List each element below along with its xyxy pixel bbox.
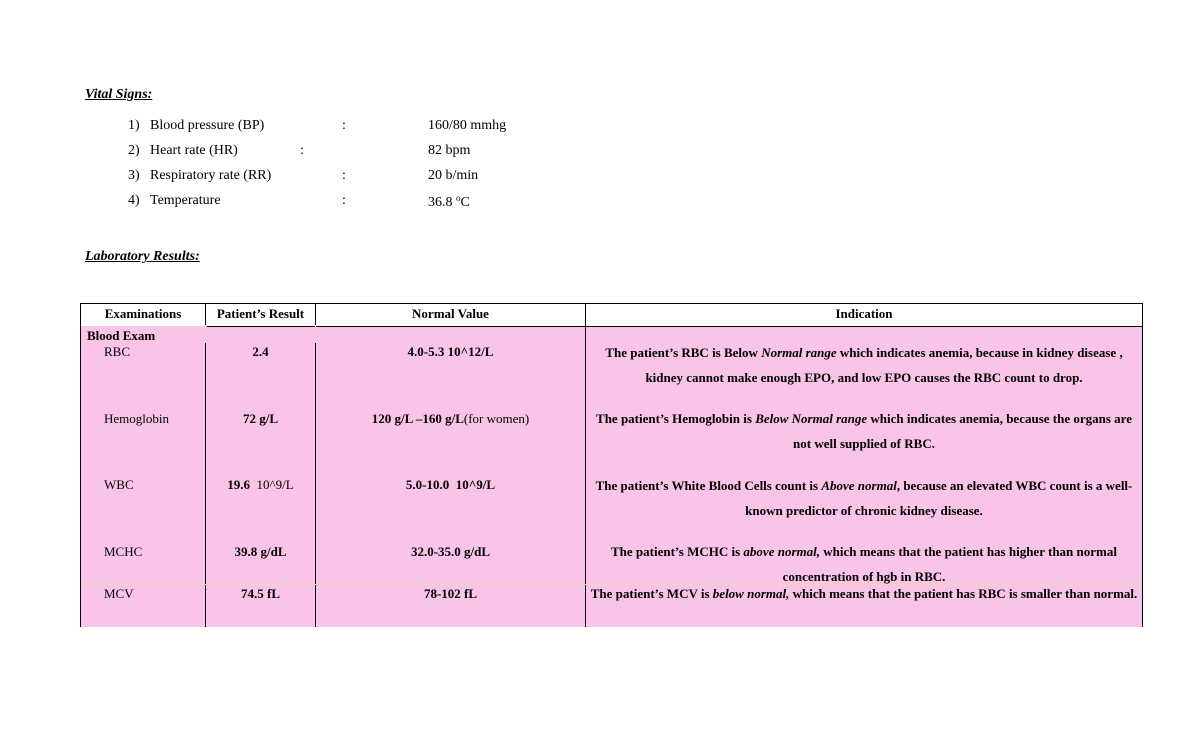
col-header-examinations: Examinations [81,304,205,326]
table-left-border [80,303,81,627]
vital-label: Temperature [150,193,221,208]
header-underline [207,326,315,327]
vital-item-hr [128,143,728,163]
indication-text: which indicates anemia, because the organs are not well supplied of RBC. [793,411,1132,451]
vital-colon: : [300,143,304,158]
normal-rbc: 4.0-5.3 10^12/L [407,344,494,359]
normal-wbc: 5.0-10.0 10^9/L [405,477,496,492]
vital-item-rr [128,168,728,188]
indication-emphasis: Normal range [761,345,837,360]
indication-text: The patient’s RBC is Below [605,345,762,360]
table-right-border [1142,303,1143,627]
vital-label: Blood pressure (BP) [150,118,265,133]
indication-hemoglobin [586,406,1142,456]
vital-value [428,193,470,211]
vital-value: 20 b/min [428,168,479,183]
temp-unit: C [460,195,470,210]
lab-results-heading: Laboratory Results: [85,249,200,264]
exam-mcv: MCV [104,586,134,601]
degree-sup: o [456,193,461,203]
indication-text: The patient’s Hemoglobin is [596,411,756,426]
vital-signs-heading: Vital Signs: [85,87,153,102]
indication-text: The patient’s White Blood Cells count is [595,478,822,493]
temp-number: 36.8 [428,195,453,210]
normal-hemoglobin [316,411,585,427]
result-unit: 10^9/L [250,477,294,492]
indication-mcv [586,581,1142,606]
vital-num: 3) [128,168,140,183]
result-mcv: 74.5 fL [241,586,280,601]
result-wbc [206,477,315,493]
exam-wbc: WBC [104,477,134,492]
exam-mchc: MCHC [104,544,143,559]
col-header-normal: Normal Value [316,304,585,326]
vital-label: Heart rate (HR) [150,143,238,158]
col-divider [315,303,316,325]
vital-colon: : [342,168,346,183]
indication-rbc [586,340,1142,390]
lab-results-table [80,303,1143,627]
result-rbc: 2.4 [252,344,269,359]
indication-text: which indicates anemia, because in kidney disease , kidney cannot make enough EPO, and low EPO causes the RBC count to drop. [645,345,1123,385]
vital-label: Respiratory rate (RR) [150,168,272,183]
vital-item-temp [128,193,728,213]
vital-value: 160/80 mmhg [428,118,507,133]
normal-note: (for women) [463,411,530,426]
header-underline [316,326,1142,327]
indication-text: The patient’s MCV is [590,586,713,601]
indication-text: which means that the patient has RBC is smaller than normal. [789,586,1138,601]
indication-emphasis: Above normal [821,478,897,493]
indication-text: The patient’s MCHC is [611,544,744,559]
vital-item-bp [128,118,728,138]
vital-value: 82 bpm [428,143,471,158]
col-header-indication: Indication [586,304,1142,326]
vital-num: 4) [128,193,140,208]
vital-num: 1) [128,118,140,133]
vital-colon: : [342,118,346,133]
normal-mcv: 78-102 fL [423,586,478,601]
indication-text: which means that the patient has higher than normal concentration of hgb in RBC. [782,544,1117,584]
vital-colon: : [342,193,346,208]
indication-emphasis: Below Normal range [755,411,868,426]
result-value: 19.6 [227,477,251,492]
vital-num: 2) [128,143,140,158]
normal-mchc: 32.0-35.0 g/dL [410,544,491,559]
col-divider [205,303,206,325]
result-hemoglobin: 72 g/L [242,411,279,426]
exam-rbc: RBC [104,344,131,359]
indication-text: , because an elevated WBC count is a well-known predictor of chronic kidney disease. [745,478,1133,518]
result-mchc: 39.8 g/dL [234,544,287,559]
indication-wbc [586,473,1142,523]
group-label-blood-exam: Blood Exam [87,328,156,343]
indication-emphasis: above normal, [743,544,820,559]
exam-hemoglobin: Hemoglobin [104,411,169,426]
col-header-result: Patient’s Result [207,304,314,326]
indication-emphasis: below normal, [712,586,790,601]
normal-range: 120 g/L –160 g/L [371,411,464,426]
